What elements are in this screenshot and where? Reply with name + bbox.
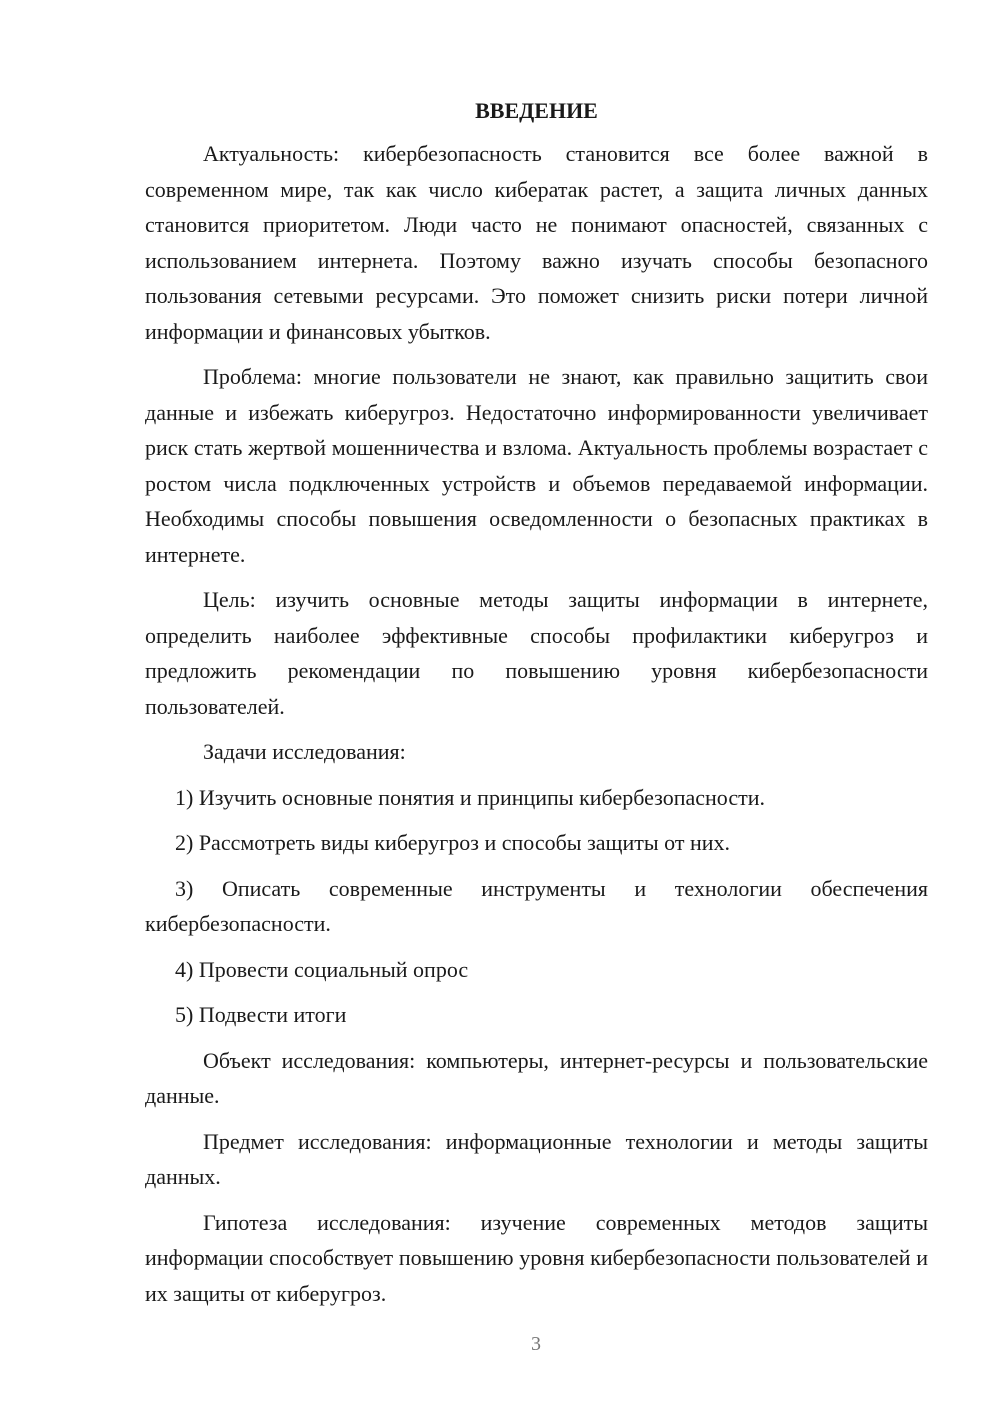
paragraph-hypothesis: Гипотеза исследования: изучение современных методов защиты информации способствует повышению уровня кибербезопасности пользователей и их защиты от киберугроз.	[145, 1209, 928, 1306]
section-title: ВВЕДЕНИЕ	[475, 98, 598, 123]
paragraph-subject: Предмет исследования: информационные технологии и методы защиты данных.	[145, 1128, 928, 1189]
list-item: 2) Рассмотреть виды киберугроз и способы защиты от них.	[175, 830, 731, 855]
paragraph-relevance: Актуальность: кибербезопасность становится все более важной в современном мире, так как число кибератак растет, а защита личных данных становится приоритетом. Люди часто не понимают опасностей, связанных с использованием интернета. Поэтому важно изучать способы безопасного пользования сетевыми ресурсами. Это поможет снизить риски потери личной информации и финансовых убытков.	[145, 141, 928, 344]
paragraph-goal: Цель: изучить основные методы защиты информации в интернете, определить наиболее эффективные способы профилактики киберугроз и предложить рекомендации по повышению уровня кибербезопасности пользователей.	[145, 587, 928, 719]
paragraph-problem: Проблема: многие пользователи не знают, как правильно защитить свои данные и избежать киберугроз. Недостаточно информированности увеличивает риск стать жертвой мошенничества и взлома. Актуальность проблемы возрастает с ростом числа подключенных устройств и объемов передаваемой информации. Необходимы способы повышения осведомленности о безопасных практиках в интернете.	[145, 364, 928, 567]
list-item: 1) Изучить основные понятия и принципы кибербезопасности.	[175, 784, 765, 810]
list-item: 4) Провести социальный опрос	[175, 956, 469, 982]
list-item: 5) Подвести итоги	[175, 1002, 347, 1027]
page-number: 3	[531, 1333, 541, 1355]
document-page	[145, 96, 928, 1321]
paragraph-object: Объект исследования: компьютеры, интернет-ресурсы и пользовательские данные.	[145, 1047, 928, 1108]
tasks-heading: Задачи исследования:	[203, 739, 406, 764]
list-item: 3) Описать современные инструменты и технологии обеспечения кибербезопасности.	[145, 875, 928, 936]
